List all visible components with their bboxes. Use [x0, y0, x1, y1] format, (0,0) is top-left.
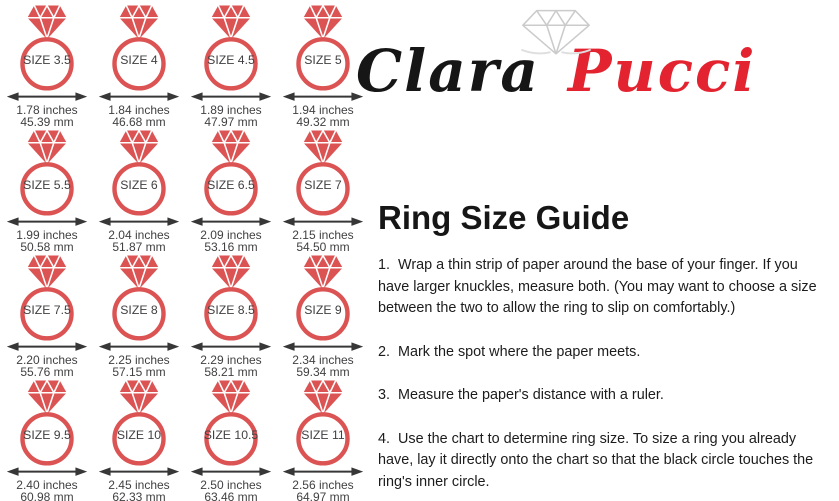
- ring-diameter-inches: 2.29 inches: [200, 353, 262, 367]
- ring-diameter-mm: 55.76 mm: [20, 365, 74, 379]
- ring-diagram: [1, 254, 93, 354]
- ring-size-label: SIZE 8: [120, 302, 158, 317]
- guide-step-3: 3. Measure the paper's distance with a ruler.: [378, 387, 664, 403]
- ring-diameter-mm: 45.39 mm: [20, 115, 74, 129]
- ring-diameter-inches: 2.04 inches: [108, 228, 170, 242]
- ring-diagram: [93, 4, 185, 104]
- ring-diagram: [93, 379, 185, 479]
- guide-steps: [378, 255, 830, 501]
- ring-diameter-inches: 2.34 inches: [292, 353, 354, 367]
- ring-diameter-inches: 2.20 inches: [16, 353, 78, 367]
- ring-diameter-inches: 2.50 inches: [200, 478, 262, 492]
- ring-diagram: [1, 4, 93, 104]
- guide-step-2: 2. Mark the spot where the paper meets.: [378, 343, 641, 360]
- ring-size-label: SIZE 9.5: [23, 427, 71, 442]
- brand-name-clara: Clara: [356, 37, 540, 105]
- guide-step-4: 4. Use the chart to determine ring size. To size a ring you already have, lay it directly onto the chart so that the black circle touches the ring's inner circle.: [378, 430, 818, 490]
- ring-size-cell: [93, 254, 185, 379]
- ring-size-cell: [1, 379, 93, 501]
- ring-diameter-mm: 60.98 mm: [20, 490, 74, 501]
- ring-diameter-mm: 63.46 mm: [204, 490, 258, 501]
- ring-size-cell: [93, 4, 185, 129]
- ring-diagram: [185, 129, 277, 229]
- ring-size-cell: [185, 379, 277, 501]
- ring-size-cell: [1, 254, 93, 379]
- ring-diagram: [277, 379, 369, 479]
- ring-diameter-inches: 2.09 inches: [200, 228, 262, 242]
- diamond-icon: [516, 6, 596, 60]
- ring-size-cell: [1, 129, 93, 254]
- ring-diagram: [185, 379, 277, 479]
- ring-diameter-inches: 1.84 inches: [108, 103, 170, 117]
- ring-diagram: [93, 129, 185, 229]
- ring-diameter-mm: 58.21 mm: [204, 365, 258, 379]
- ring-size-cell: [185, 254, 277, 379]
- ring-diameter-mm: 50.58 mm: [20, 240, 74, 254]
- ring-diameter-inches: 1.89 inches: [200, 103, 262, 117]
- ring-size-label: SIZE 9: [304, 302, 342, 317]
- ring-size-cell: [93, 129, 185, 254]
- ring-diagram: [185, 254, 277, 354]
- ring-size-label: SIZE 11: [301, 427, 345, 442]
- ring-diameter-mm: 54.50 mm: [296, 240, 350, 254]
- ring-size-cell: [1, 4, 93, 129]
- ring-size-label: SIZE 6.5: [207, 177, 255, 192]
- ring-size-cell: [185, 129, 277, 254]
- ring-diameter-mm: 57.15 mm: [112, 365, 166, 379]
- ring-diameter-inches: 1.78 inches: [16, 103, 78, 117]
- size-chart-grid: [1, 4, 369, 501]
- ring-diameter-mm: 51.87 mm: [112, 240, 166, 254]
- page-title: Ring Size Guide: [378, 199, 630, 236]
- ring-size-label: SIZE 4: [120, 52, 158, 67]
- ring-size-label: SIZE 7: [304, 177, 342, 192]
- brand-logo: [356, 6, 786, 105]
- ring-diameter-inches: 1.94 inches: [292, 103, 354, 117]
- ring-size-cell: [277, 254, 369, 379]
- ring-diameter-inches: 2.25 inches: [108, 353, 170, 367]
- ring-diameter-inches: 2.45 inches: [108, 478, 170, 492]
- ring-diagram: [277, 129, 369, 229]
- ring-size-label: SIZE 5.5: [23, 177, 71, 192]
- ring-diagram: [1, 129, 93, 229]
- ring-diagram: [185, 4, 277, 104]
- ring-diameter-mm: 62.33 mm: [112, 490, 166, 501]
- ring-size-label: SIZE 5: [304, 52, 342, 67]
- ring-size-cell: [277, 379, 369, 501]
- ring-diameter-inches: 2.15 inches: [292, 228, 354, 242]
- ring-diagram: [1, 379, 93, 479]
- ring-diagram: [277, 254, 369, 354]
- ring-diagram: [93, 254, 185, 354]
- ring-diameter-inches: 1.99 inches: [16, 228, 78, 242]
- ring-diameter-mm: 46.68 mm: [112, 115, 166, 129]
- ring-diameter-mm: 53.16 mm: [204, 240, 258, 254]
- ring-size-label: SIZE 8.5: [207, 302, 255, 317]
- ring-size-cell: [277, 129, 369, 254]
- ring-size-label: SIZE 10: [116, 427, 162, 442]
- ring-diameter-mm: 47.97 mm: [204, 115, 258, 129]
- ring-diameter-mm: 49.32 mm: [296, 115, 350, 129]
- ring-size-cell: [93, 379, 185, 501]
- ring-size-label: SIZE 6: [120, 177, 158, 192]
- ring-size-label: SIZE 3.5: [23, 52, 71, 67]
- ring-diameter-mm: 64.97 mm: [296, 490, 350, 501]
- guide-step-1: 1. Wrap a thin strip of paper around the base of your finger. If you have larger knuckles, measure both. (You may want to choose a size between the two to allow the ring to slip on comfortably.): [378, 257, 821, 316]
- ring-size-label: SIZE 4.5: [207, 52, 255, 67]
- ring-diameter-inches: 2.40 inches: [16, 478, 78, 492]
- ring-size-label: SIZE 7.5: [23, 302, 71, 317]
- ring-diameter-mm: 59.34 mm: [296, 365, 350, 379]
- brand-name-pucci: Pucci: [567, 37, 757, 105]
- ring-diameter-inches: 2.56 inches: [292, 478, 354, 492]
- ring-size-label: SIZE 10.5: [203, 427, 259, 442]
- ring-size-cell: [185, 4, 277, 129]
